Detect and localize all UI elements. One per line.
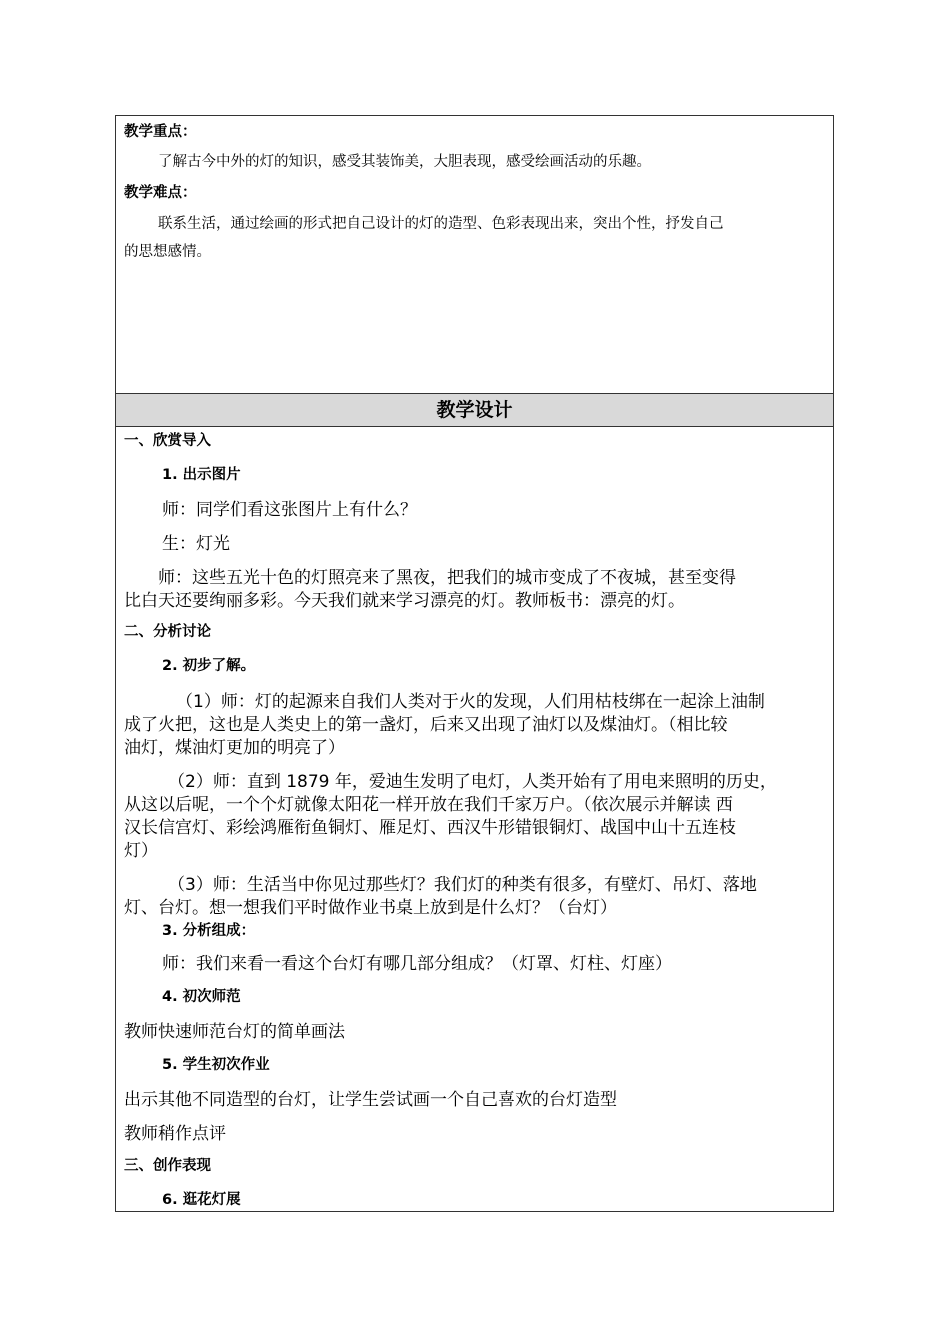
key-points-title: 教学重点： <box>124 124 197 140</box>
design-header: 教学设计 <box>116 394 833 427</box>
section-3-title: 三、创作表现 <box>124 1158 211 1174</box>
teacher-line: 师：同学们看这张图片上有什么？ <box>162 500 417 520</box>
section-2-title: 二、分析讨论 <box>124 624 211 640</box>
para-2-line1: （2）师：直到 1879 年，爱迪生发明了电灯，人类开始有了用电来照明的历史， <box>168 772 777 792</box>
item-5-text1: 出示其他不同造型的台灯，让学生尝试画一个自己喜欢的台灯造型 <box>124 1090 617 1110</box>
intro-para-line1: 师：这些五光十色的灯照亮来了黑夜，把我们的城市变成了不夜城，甚至变得 <box>158 568 736 588</box>
difficulties-title: 教学难点： <box>124 185 197 201</box>
intro-para-line2: 比白天还要绚丽多彩。今天我们就来学习漂亮的灯。教师板书：漂亮的灯。 <box>124 591 685 611</box>
para-2-line4: 灯） <box>124 841 158 861</box>
item-4-title: 4. 初次师范 <box>162 989 241 1005</box>
design-body <box>116 427 833 1211</box>
item-3-text: 师：我们来看一看这个台灯有哪几部分组成？（灯罩、灯柱、灯座） <box>162 954 672 974</box>
item-6-title: 6. 逛花灯展 <box>162 1192 241 1208</box>
difficulties-text-line1: 联系生活，通过绘画的形式把自己设计的灯的造型、色彩表现出来，突出个性，抒发自己 <box>158 216 724 232</box>
section-1-title: 一、欣赏导入 <box>124 433 211 449</box>
objectives-cell <box>116 116 833 394</box>
item-5-title: 5. 学生初次作业 <box>162 1057 270 1073</box>
item-3-title: 3. 分析组成： <box>162 923 256 939</box>
para-2-line2: 从这以后呢，一个个灯就像太阳花一样开放在我们千家万户。（依次展示并解读 西 <box>124 795 733 815</box>
para-1-line3: 油灯，煤油灯更加的明亮了） <box>124 738 345 758</box>
difficulties-text-line2: 的思想感情。 <box>124 244 211 260</box>
lesson-plan-table <box>115 115 834 1212</box>
item-4-text: 教师快速师范台灯的简单画法 <box>124 1022 345 1042</box>
para-1-line2: 成了火把，这也是人类史上的第一盏灯，后来又出现了油灯以及煤油灯。（相比较 <box>124 715 728 735</box>
item-5-text2: 教师稍作点评 <box>124 1124 226 1144</box>
item-2-title: 2. 初步了解。 <box>162 658 256 674</box>
key-points-text: 了解古今中外的灯的知识，感受其装饰美，大胆表现，感受绘画活动的乐趣。 <box>158 154 651 170</box>
item-1-title: 1. 出示图片 <box>162 467 241 483</box>
para-2-line3: 汉长信宫灯、彩绘鸿雁衔鱼铜灯、雁足灯、西汉牛形错银铜灯、战国中山十五连枝 <box>124 818 736 838</box>
para-3-line1: （3）师：生活当中你见过那些灯？我们灯的种类有很多，有壁灯、吊灯、落地 <box>168 875 757 895</box>
para-1-line1: （1）师：灯的起源来自我们人类对于火的发现，人们用枯枝绑在一起涂上油制 <box>176 692 765 712</box>
para-3-line2: 灯、台灯。想一想我们平时做作业书桌上放到是什么灯？（台灯） <box>124 898 617 918</box>
student-line: 生：灯光 <box>162 534 230 554</box>
